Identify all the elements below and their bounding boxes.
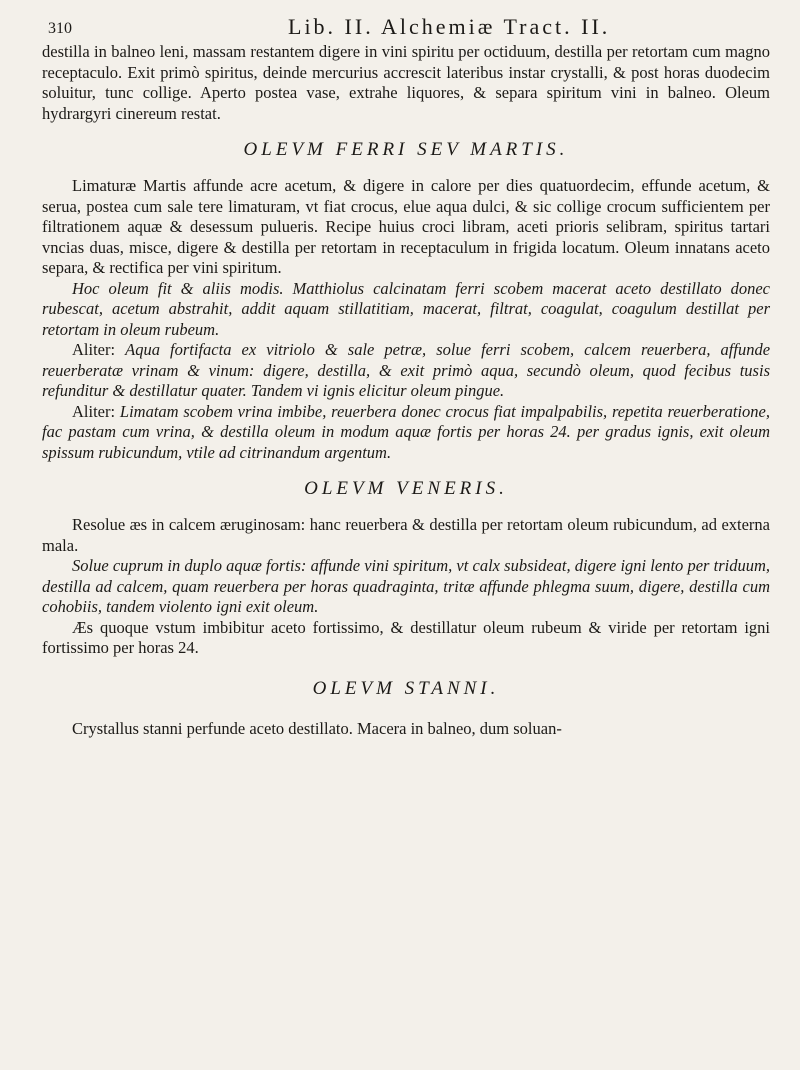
paragraph-ferri-3-text: Aqua fortifacta ex vitriolo & sale petræ, solue ferri scobem, calcem reuerbera, affunde reuerberatæ vrinam & vinum: digere, destilla, & exit primò aqua, secundò oleum, quod fecibus tusis refunditur & destillatur quater. Tandem vi ignis elicitur oleum pingue.: [42, 340, 771, 400]
section-heading-stanni: OLEVM STANNI.: [312, 677, 500, 699]
page-number: 310: [48, 20, 72, 37]
paragraph-ferri-1: Limaturæ Martis affunde acre acetum, & digere in calore per dies quatuordecim, effunde acetum, & serua, postea cum sale tere limaturam, vt fiat crocus, elue aqua dulci, & sic collige crocum sufficientem per filtrationem aquæ & desessum pulueris. Recipe huius croci libram, aceti prioris selibram, spiritus tartari vncias duas, misce, digere & destilla per retortam in receptaculum in frigida locatum. Oleum innatans aceto separa, & rectifica per vini spiritum.: [42, 176, 770, 277]
running-title: Lib. II. Alchemiæ Tract. II.: [288, 14, 611, 39]
aliter-label: Aliter:: [72, 401, 116, 421]
paragraph-ferri-4-text: Limatam scobem vrina imbibe, reuerbera donec crocus fiat impalpabilis, repetita reuerberatione, fac pastam cum vrina, & destilla oleum in modum aquæ fortis per horas 24. per gradus ignis, exit oleum spissum rubicundum, vtile ad citrinandum argentum.: [42, 401, 770, 462]
section-heading-veneris: OLEVM VENERIS.: [304, 478, 508, 499]
paragraph-ferri-4: [42, 402, 770, 464]
continuation-paragraph: destilla in balneo leni, massam restantem digere in vini spiritu per octiduum, destilla per retortam cum magno receptaculo. Exit primò spiritus, deinde mercurius accrescit lateribus instar crystalli, & post horas duodecim soluitur, tunc collige. Aperto postea vase, extrahe liquores, & separa spiritum vini in balneo. Oleum hydrargyri cinereum restat.: [42, 42, 770, 123]
paragraph-ferri-2: Hoc oleum fit & aliis modis. Matthiolus calcinatam ferri scobem macerat aceto destillato donec rubescat, acetum abstrahit, addit aquam stillatitiam, macerat, filtrat, coagulat, coagulum destillat per retortam in oleum rubeum.: [42, 278, 770, 339]
text-block: [42, 42, 770, 739]
paragraph-ferri-3: [42, 340, 770, 402]
paragraph-veneris-3: Æs quoque vstum imbibitur aceto fortissimo, & destillatur oleum rubeum & viride per retortam igni fortissimo per horas 24.: [42, 617, 770, 657]
page-header: [40, 14, 772, 44]
paragraph-veneris-2: Solue cuprum in duplo aquæ fortis: affunde vini spiritum, vt calx subsideat, digere igni lento per triduum, destilla ad calcem, quam reuerbera per horas quadraginta, tritæ affunde phlegma suum, digere, destilla cum cohobiis, tandem violento igni exit oleum.: [42, 556, 770, 616]
aliter-label: Aliter:: [72, 340, 116, 359]
paragraph-veneris-1: Resolue æs in calcem æruginosam: hanc reuerbera & destilla per retortam oleum rubicundum, ad externa mala.: [42, 515, 770, 555]
section-heading-ferri: OLEVM FERRI SEV MARTIS.: [243, 139, 569, 160]
paragraph-stanni-1: Crystallus stanni perfunde aceto destillato. Macera in balneo, dum soluan-: [72, 718, 562, 738]
